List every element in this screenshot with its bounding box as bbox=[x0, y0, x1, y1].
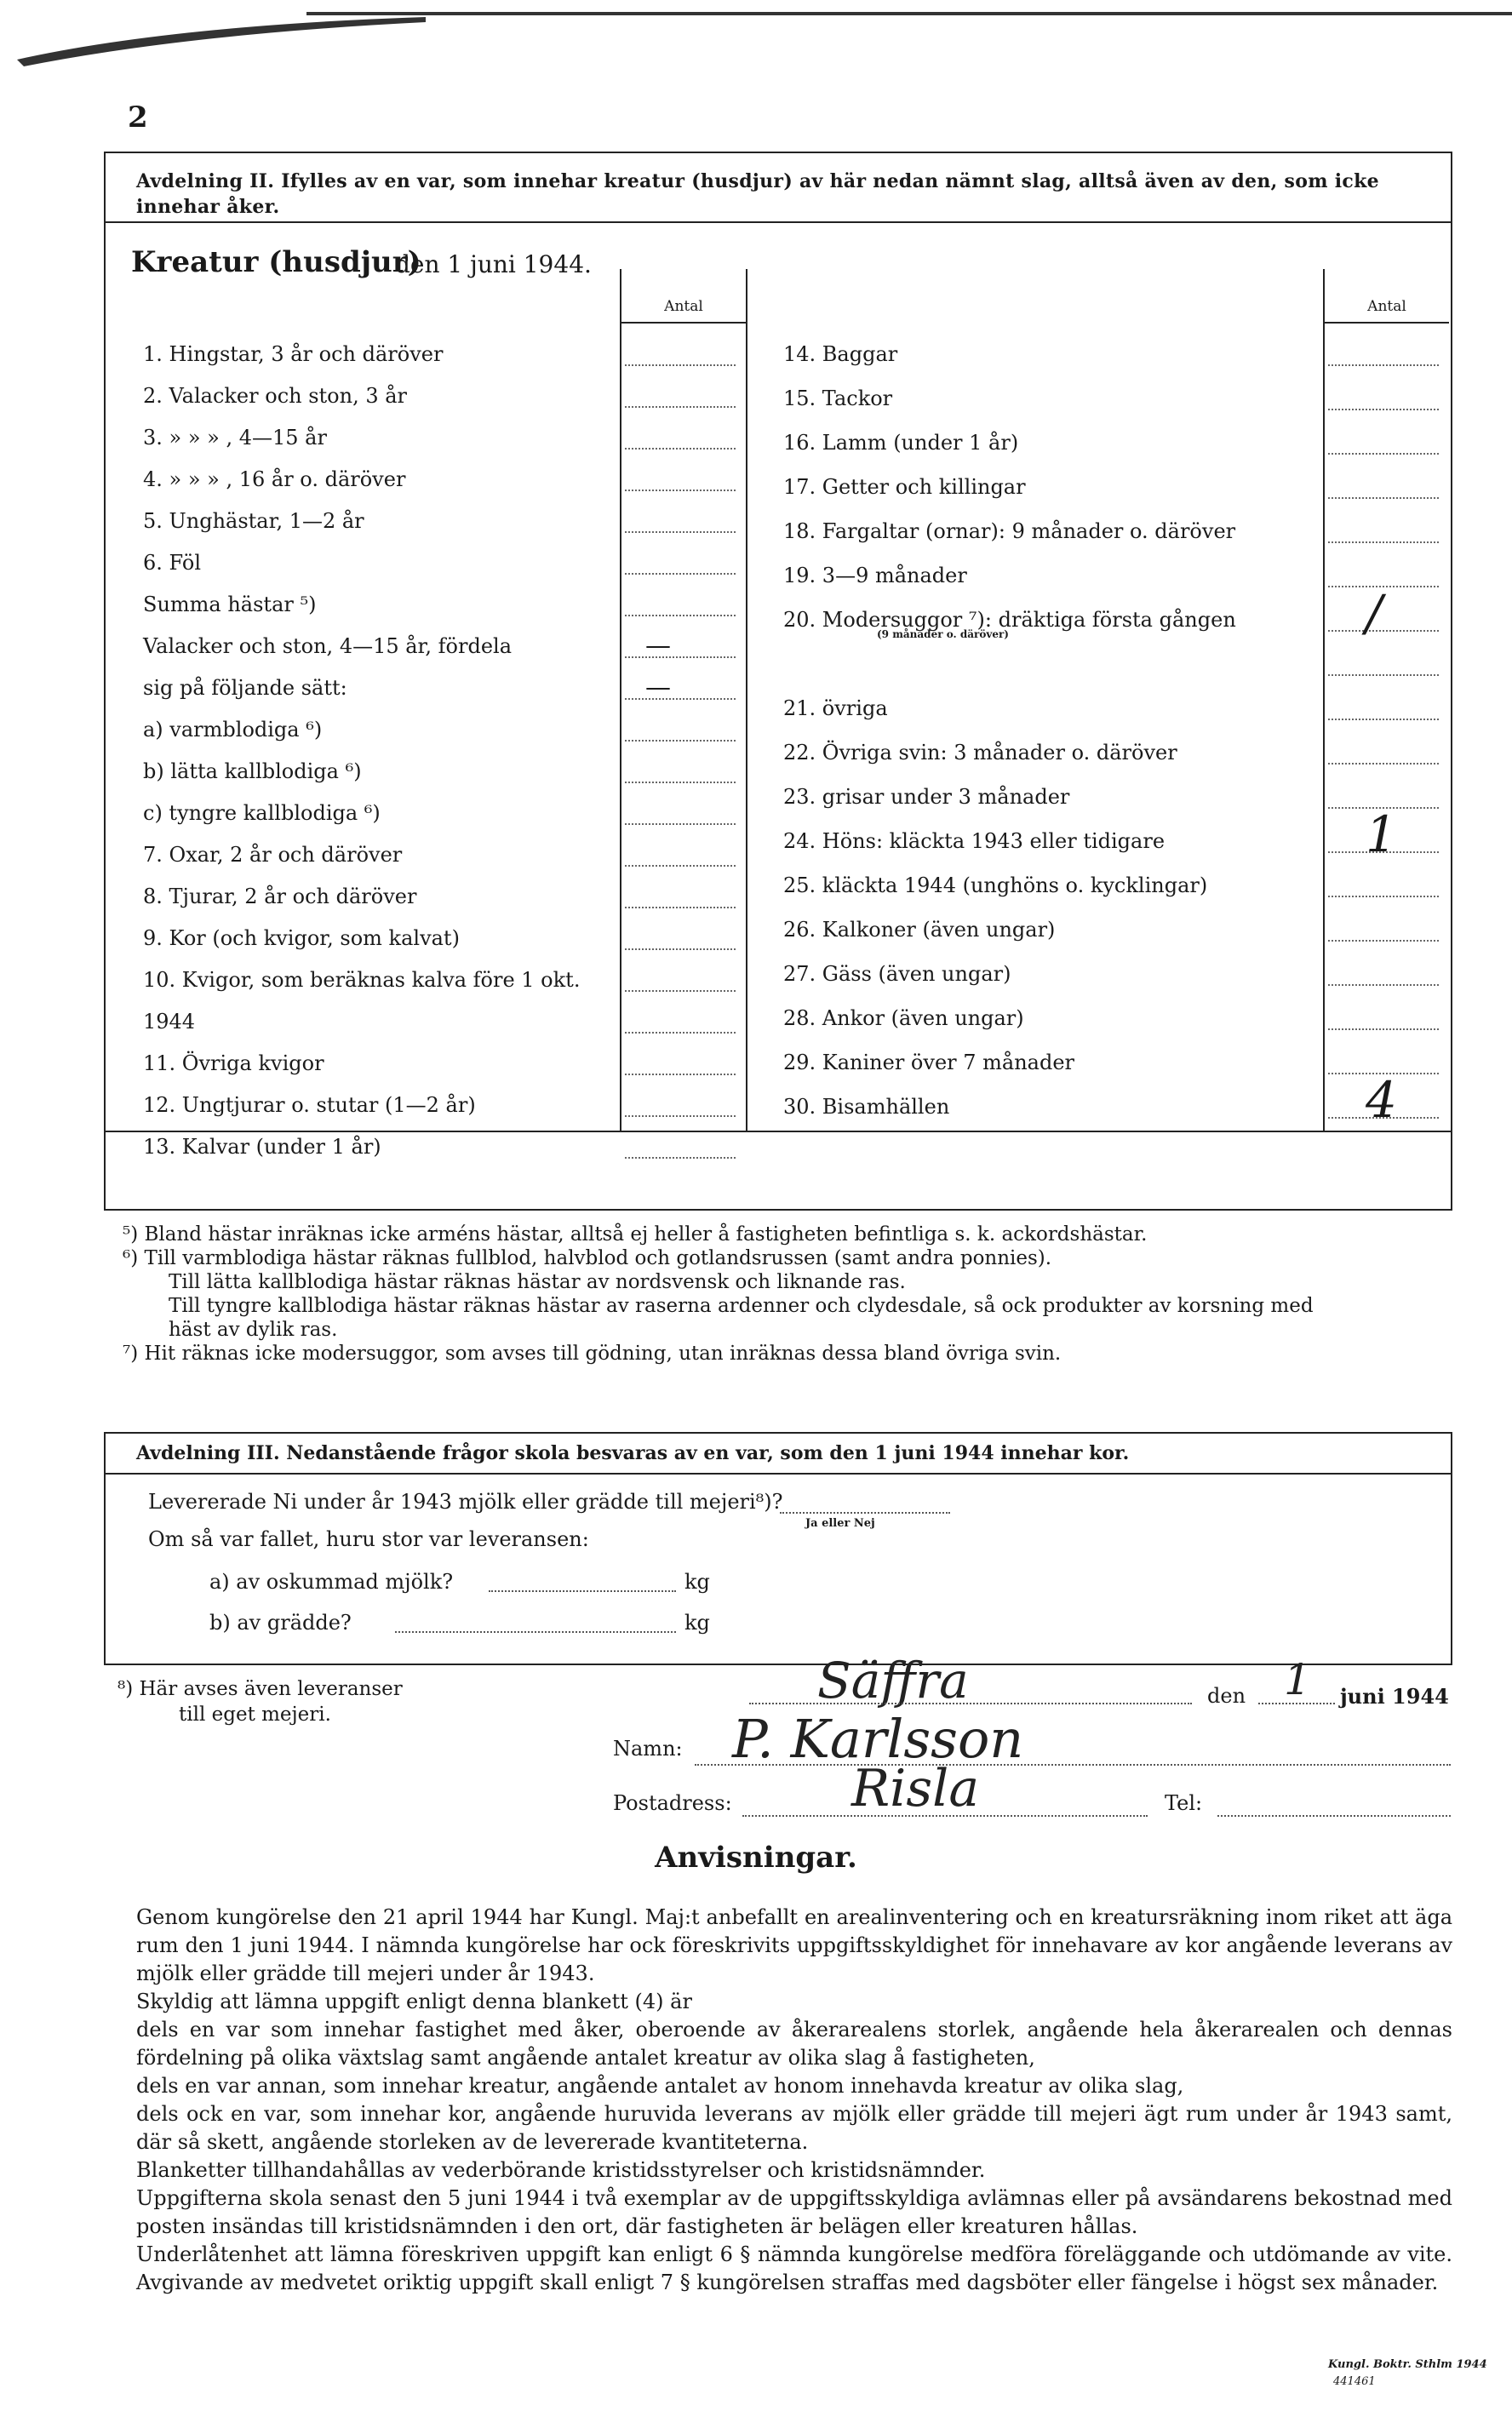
section-2-box bbox=[104, 152, 1452, 1365]
left-antal-cell[interactable] bbox=[625, 948, 736, 950]
right-item-label: 22. Övriga svin: 3 månader o. däröver bbox=[783, 741, 1177, 765]
instruction-paragraph: Uppgifterna skola senast den 5 juni 1944 i två exemplar av de uppgiftsskyldiga avlämnas eller på avsändarens bekostnad med posten insändas till kristidsnämnden i den ort, där fastigheten är belägen eller kreaturen hållas. bbox=[136, 2186, 1452, 2238]
kreatur-date: den 1 juni 1944. bbox=[395, 250, 592, 278]
top-border-line bbox=[306, 12, 1512, 15]
instruction-paragraph: dels en var som innehar fastighet med åker, oberoende av åkerarealens storlek, angående hela åkerarealen och dennas fördelning på olika växtslag samt angående antalet kreatur av olika slag å fastigheten, bbox=[136, 2018, 1452, 2070]
right-item-label: 14. Baggar bbox=[783, 342, 898, 366]
right-antal-value: / bbox=[1366, 584, 1383, 642]
right-antal-column bbox=[1323, 269, 1449, 1131]
instructions-title: Anvisningar. bbox=[655, 1841, 857, 1875]
cream-field[interactable] bbox=[395, 1631, 676, 1633]
left-antal-value: — bbox=[645, 631, 671, 661]
skim-milk-field[interactable] bbox=[489, 1590, 676, 1592]
footnote-line: ⁵) Bland hästar inräknas icke arméns hästar, alltså ej heller å fastigheten befintliga s. k. ackordshästar. bbox=[123, 1223, 1148, 1246]
right-item-label: 19. 3—9 månader bbox=[783, 564, 967, 587]
place-line[interactable] bbox=[749, 1703, 1192, 1704]
section-2-heading: Avdelning II. Ifylles av en var, som innehar kreatur (husdjur) av här nedan nämnt slag, alltså även av den, som icke innehar åker. bbox=[136, 170, 1379, 218]
right-item-label: 16. Lamm (under 1 år) bbox=[783, 431, 1019, 455]
left-item-label: 1944 bbox=[143, 1010, 196, 1034]
left-antal-column bbox=[620, 269, 747, 1131]
footnote-8-line1: ⁸) Här avses även leveranser bbox=[117, 1678, 403, 1700]
footnote-line: ⁶) Till varmblodiga hästar räknas fullblod, halvblod och gotlandsrussen (samt andra ponnies). bbox=[123, 1247, 1052, 1269]
day-line[interactable] bbox=[1258, 1703, 1335, 1704]
kreatur-title: Kreatur (husdjur) bbox=[131, 245, 421, 279]
footnote-line: Till tyngre kallblodiga hästar räknas hästar av raserna ardenner och clydesdale, så ock produkter av korsning med bbox=[169, 1295, 1314, 1317]
month-year: juni 1944 bbox=[1340, 1684, 1449, 1709]
left-item-label: 4. » » » , 16 år o. däröver bbox=[143, 467, 406, 491]
instruction-paragraph: Genom kungörelse den 21 april 1944 har Kungl. Maj:t anbefallt en arealinventering och en kreatursräkning inom riket att äga rum den 1 juni 1944. I nämnda kungörelse har ock föreskrivits uppgiftsskyldighet för innehavare av kor angående leverans av mjölk eller grädde till mejeri under år 1943. bbox=[136, 1905, 1452, 1985]
left-item-label: 10. Kvigor, som beräknas kalva före 1 okt. bbox=[143, 968, 581, 992]
instruction-paragraph: Blanketter tillhandahållas av vederbörande kristidsstyrelser och kristidsnämnder. bbox=[136, 2158, 986, 2182]
right-item-label: 24. Höns: kläckta 1943 eller tidigare bbox=[783, 829, 1166, 853]
right-item-label: 25. kläckta 1944 (unghöns o. kycklingar) bbox=[783, 873, 1208, 897]
right-antal-cell[interactable] bbox=[1328, 763, 1439, 765]
left-antal-cell[interactable] bbox=[625, 782, 736, 783]
instruction-paragraph: Underlåtenhet att lämna föreskriven uppgift kan enligt 6 § nämnda kungörelse medföra föreläggande och utdömande av vite. Avgivande av medvetet oriktig uppgift skall enligt 7 § kungörelsen straffas med dagsböter eller fängelse i högst sex månader. bbox=[136, 2242, 1452, 2294]
right-item-label: 20. Modersuggor ⁷): dräktiga första gången bbox=[783, 608, 1236, 632]
right-antal-cell[interactable] bbox=[1328, 984, 1439, 986]
question-cream: b) av grädde? bbox=[209, 1611, 352, 1635]
name-line[interactable] bbox=[695, 1764, 1451, 1766]
namn-label: Namn: bbox=[613, 1737, 683, 1761]
footnote-line: häst av dylik ras. bbox=[169, 1319, 338, 1341]
right-item-label: 30. Bisamhällen bbox=[783, 1095, 950, 1119]
left-antal-header: Antal bbox=[621, 269, 746, 324]
answer-line-yes-no[interactable] bbox=[780, 1512, 950, 1514]
left-item-label: 3. » » » , 4—15 år bbox=[143, 426, 327, 450]
left-antal-cell[interactable] bbox=[625, 907, 736, 908]
left-antal-cell[interactable] bbox=[625, 823, 736, 825]
right-antal-cell[interactable] bbox=[1328, 497, 1439, 499]
left-antal-cell[interactable] bbox=[625, 448, 736, 450]
right-antal-header: Antal bbox=[1325, 269, 1449, 324]
day-handwritten: 1 bbox=[1284, 1655, 1311, 1704]
right-item-label: 26. Kalkoner (även ungar) bbox=[783, 918, 1056, 942]
left-antal-cell[interactable] bbox=[625, 364, 736, 366]
left-item-label: 2. Valacker och ston, 3 år bbox=[143, 384, 408, 408]
tel-line[interactable] bbox=[1217, 1815, 1451, 1817]
page-number: 2 bbox=[128, 100, 148, 135]
den-label: den bbox=[1207, 1684, 1246, 1708]
unit-kg: kg bbox=[684, 1611, 710, 1635]
tel-label: Tel: bbox=[1165, 1791, 1203, 1815]
left-antal-cell[interactable] bbox=[625, 1032, 736, 1034]
left-antal-cell[interactable] bbox=[625, 1157, 736, 1159]
section-3-box bbox=[104, 1432, 1452, 1665]
right-item-label: 28. Ankor (även ungar) bbox=[783, 1006, 1024, 1030]
right-antal-cell[interactable] bbox=[1328, 719, 1439, 720]
left-antal-cell[interactable] bbox=[625, 865, 736, 867]
left-antal-cell[interactable] bbox=[625, 490, 736, 491]
answer-hint: Ja eller Nej bbox=[805, 1517, 875, 1530]
right-antal-value: 4 bbox=[1366, 1071, 1397, 1129]
unit-kg: kg bbox=[684, 1570, 710, 1594]
left-item-label: a) varmblodiga ⁶) bbox=[143, 718, 323, 742]
left-item-label: Valacker och ston, 4—15 år, fördela bbox=[143, 634, 513, 658]
right-antal-cell[interactable] bbox=[1328, 364, 1439, 366]
right-antal-cell[interactable] bbox=[1328, 1028, 1439, 1030]
left-item-label: c) tyngre kallblodiga ⁶) bbox=[143, 801, 381, 825]
instruction-paragraph: Skyldig att lämna uppgift enligt denna blankett (4) är bbox=[136, 1990, 692, 2013]
right-item-label: 18. Fargaltar (ornar): 9 månader o. däröver bbox=[783, 519, 1236, 543]
right-item-label: 27. Gäss (även ungar) bbox=[783, 962, 1011, 986]
left-item-label: 8. Tjurar, 2 år och däröver bbox=[143, 885, 417, 908]
postadress-handwritten: Risla bbox=[851, 1759, 980, 1818]
left-item-label: 7. Oxar, 2 år och däröver bbox=[143, 843, 403, 867]
left-item-label: b) lätta kallblodiga ⁶) bbox=[143, 759, 362, 783]
left-item-label: 6. Föl bbox=[143, 551, 201, 575]
footnote-8-line2: till eget mejeri. bbox=[179, 1704, 331, 1726]
right-antal-value: 1 bbox=[1366, 805, 1397, 863]
instructions-body bbox=[136, 1904, 1452, 2297]
left-antal-cell[interactable] bbox=[625, 531, 736, 533]
right-antal-cell[interactable] bbox=[1328, 630, 1439, 632]
left-item-label: 9. Kor (och kvigor, som kalvat) bbox=[143, 926, 460, 950]
question-delivery-size: Om så var fallet, huru stor var leveransen: bbox=[148, 1527, 589, 1551]
left-antal-cell[interactable] bbox=[625, 615, 736, 616]
left-antal-cell[interactable] bbox=[625, 1115, 736, 1117]
right-item-label: (9 månader o. däröver) bbox=[877, 628, 1009, 640]
right-item-label: 21. övriga bbox=[783, 696, 888, 720]
right-item-label: 29. Kaniner över 7 månader bbox=[783, 1051, 1075, 1074]
left-item-label: 11. Övriga kvigor bbox=[143, 1051, 324, 1075]
name-handwritten: P. Karlsson bbox=[732, 1708, 1024, 1770]
right-antal-cell[interactable] bbox=[1328, 586, 1439, 587]
footnotes bbox=[123, 1223, 1314, 1366]
right-antal-cell[interactable] bbox=[1328, 453, 1439, 455]
left-antal-cell[interactable] bbox=[625, 990, 736, 992]
left-item-label: sig på följande sätt: bbox=[143, 676, 347, 700]
question-delivered-milk: Levererade Ni under år 1943 mjölk eller grädde till mejeri⁸)? bbox=[148, 1490, 783, 1514]
postadress-label: Postadress: bbox=[613, 1791, 732, 1815]
left-item-label: Summa hästar ⁵) bbox=[143, 593, 317, 616]
left-antal-cell[interactable] bbox=[625, 1074, 736, 1075]
left-antal-cell[interactable] bbox=[625, 406, 736, 408]
printer-number: 441461 bbox=[1333, 2375, 1376, 2388]
left-antal-cell[interactable] bbox=[625, 656, 736, 658]
question-skim-milk: a) av oskummad mjölk? bbox=[209, 1570, 454, 1594]
left-item-label: 13. Kalvar (under 1 år) bbox=[143, 1135, 381, 1159]
footnote-line: Till lätta kallblodiga hästar räknas hästar av nordsvensk och liknande ras. bbox=[169, 1271, 906, 1293]
right-antal-cell[interactable] bbox=[1328, 940, 1439, 942]
right-item-label: 17. Getter och killingar bbox=[783, 475, 1026, 499]
left-antal-cell[interactable] bbox=[625, 698, 736, 700]
section-3-heading: Avdelning III. Nedanstående frågor skola besvaras av en var, som den 1 juni 1944 innehar kor. bbox=[136, 1442, 1130, 1464]
right-antal-cell[interactable] bbox=[1328, 541, 1439, 543]
footnote-line: ⁷) Hit räknas icke modersuggor, som avses till gödning, utan inräknas dessa bland övriga svin. bbox=[123, 1343, 1062, 1365]
left-item-label: 1. Hingstar, 3 år och däröver bbox=[143, 342, 444, 366]
left-antal-value: — bbox=[645, 673, 671, 702]
divider bbox=[106, 1473, 1451, 1475]
instruction-paragraph: dels ock en var, som innehar kor, angående huruvida leverans av mjölk eller grädde till mejeri ägt rum under år 1943 samt, där så skett, angående storleken av de levererade kvantiteterna. bbox=[136, 2102, 1452, 2154]
printer-mark: Kungl. Boktr. Sthlm 1944 bbox=[1328, 2358, 1487, 2371]
right-antal-cell[interactable] bbox=[1328, 674, 1439, 676]
divider bbox=[106, 1131, 1451, 1132]
left-antal-cell[interactable] bbox=[625, 573, 736, 575]
right-antal-cell[interactable] bbox=[1328, 409, 1439, 410]
right-item-label: 15. Tackor bbox=[783, 387, 893, 410]
postadress-line[interactable] bbox=[742, 1815, 1148, 1817]
left-antal-cell[interactable] bbox=[625, 740, 736, 742]
right-item-label: 23. grisar under 3 månader bbox=[783, 785, 1070, 809]
instruction-paragraph: dels en var annan, som innehar kreatur, angående antalet av honom innehavda kreatur av olika slag, bbox=[136, 2074, 1184, 2098]
right-antal-cell[interactable] bbox=[1328, 896, 1439, 897]
place-handwritten: Säffra bbox=[817, 1652, 969, 1709]
divider bbox=[106, 221, 1451, 223]
left-item-label: 5. Unghästar, 1—2 år bbox=[143, 509, 364, 533]
left-item-label: 12. Ungtjurar o. stutar (1—2 år) bbox=[143, 1093, 476, 1117]
